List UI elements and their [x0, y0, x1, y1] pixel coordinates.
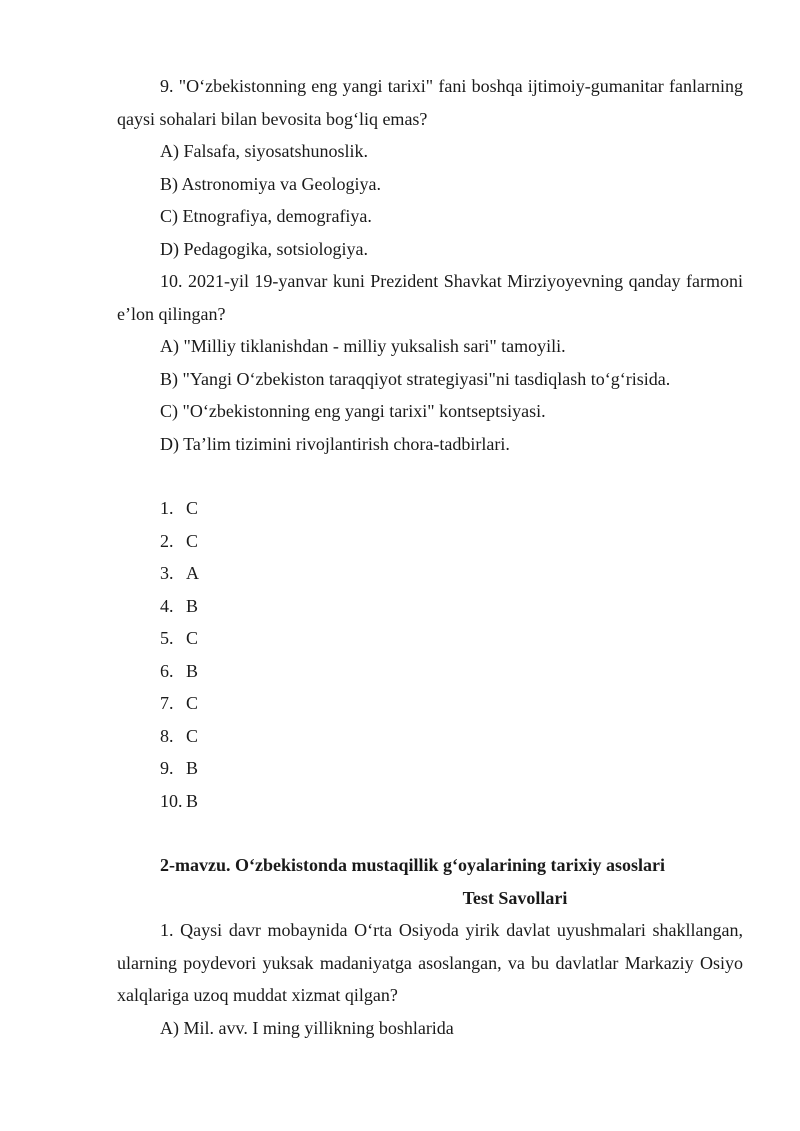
answer-key-item: 6. B [160, 660, 199, 681]
question-10-option-b: B) "Yangi O‘zbekiston taraqqiyot strategiyasi"ni tasdiqlash to‘g‘risida. [160, 368, 671, 389]
answer-key-list [117, 492, 743, 817]
answer-key-item: 2. C [160, 530, 199, 551]
answer-key-item: 3. A [160, 563, 199, 583]
answer-key-item: 8. C [160, 725, 199, 746]
question-1-option-a: A) Mil. avv. I ming yillikning boshlarida [160, 1017, 454, 1038]
question-9-option-d: D) Pedagogika, sotsiologiya. [160, 238, 368, 259]
answer-key-item: 5. C [160, 628, 199, 648]
question-9-text: 9. "O‘zbekistonning eng yangi tarixi" fani boshqa ijtimoiy-gumanitar fanlarning qaysi sohalari bilan bevosita bog‘liq emas? [117, 76, 743, 129]
topic-title: 2-mavzu. O‘zbekistonda mustaqillik g‘oyalarining tarixiy asoslari [160, 855, 666, 875]
question-9-option-c: C) Etnografiya, demografiya. [160, 206, 372, 226]
question-1-text: 1. Qaysi davr mobaynida O‘rta Osiyoda yirik davlat uyushmalari shakllangan, ularning poydevori yuksak madaniyatga asoslangan, va bu davlatlar Markaziy Osiyo xalqlariga uzoq muddat xizmat qilgan? [117, 920, 743, 1005]
question-10-text: 10. 2021-yil 19-yanvar kuni Prezident Shavkat Mirziyoyevning qanday farmoni e’lon qilingan? [117, 271, 743, 324]
answer-key-item: 1. C [160, 498, 199, 518]
question-9-option-b: B) Astronomiya va Geologiya. [160, 173, 381, 194]
document-page [117, 70, 743, 1044]
spacer [117, 460, 743, 492]
question-10-option-a: A) "Milliy tiklanishdan - milliy yuksalish sari" tamoyili. [160, 336, 566, 356]
spacer [117, 817, 743, 849]
answer-key-item: 7. C [160, 693, 199, 713]
question-9-option-a: A) Falsafa, siyosatshunoslik. [160, 141, 368, 161]
answer-key-item: 9. B [160, 758, 199, 778]
question-10-option-d: D) Ta’lim tizimini rivojlantirish chora-tadbirlari. [160, 433, 510, 454]
answer-key-item: 10. B [160, 790, 199, 811]
answer-key-item: 4. B [160, 595, 199, 616]
topic-subtitle: Test Savollari [462, 887, 568, 908]
question-10-option-c: C) "O‘zbekistonning eng yangi tarixi" kontseptsiyasi. [160, 401, 546, 421]
